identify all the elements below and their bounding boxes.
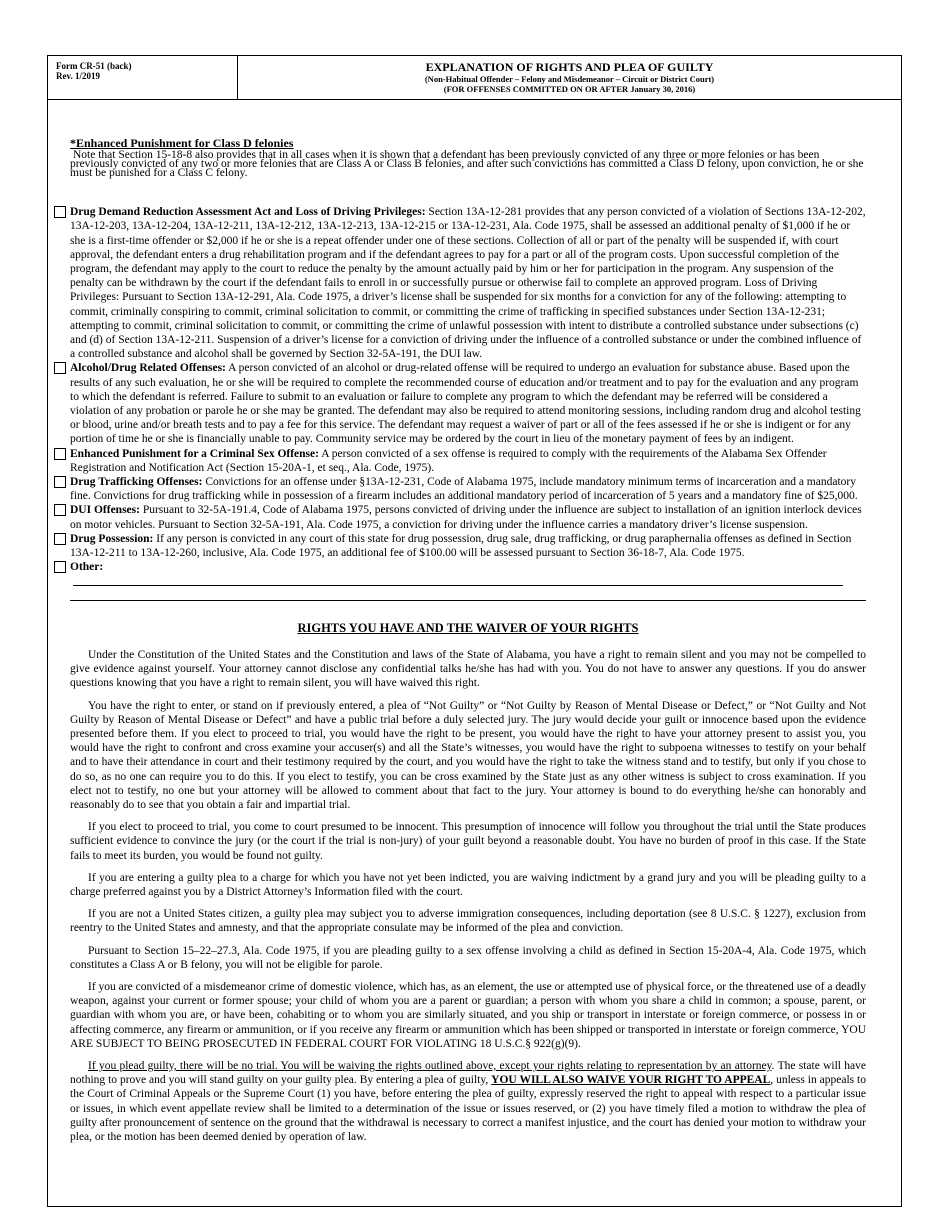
checkbox-item-drug-possession [70,532,866,560]
form-applicability: (FOR OFFENSES COMMITTED ON OR AFTER January 30, 2016) [443,84,696,94]
checkbox[interactable] [54,362,66,374]
checkbox[interactable] [54,504,66,516]
checkbox-title: Enhanced Punishment for a Criminal Sex Offense: [70,447,319,460]
rights-paragraph: Pursuant to Section 15–22–27.3, Ala. Code 1975, if you are pleading guilty to a sex offense involving a child as defined in Section 15-20A-4, Ala. Code 1975, which constitutes a Class A or B felony, you will not be eligible for parole. [70,944,866,971]
checkbox[interactable] [54,206,66,218]
rights-paragraph: If you are not a United States citizen, a guilty plea may subject you to adverse immigration consequences, including deportation (see 8 U.S.C. § 1227), exclusion from reentry to the United States and amnesty, and that the appropriate consulate may be informed of the plea and conviction. [70,908,866,935]
checkbox-text: Pursuant to 32-5A-191.4, Code of Alabama 1975, persons convicted of driving under the influence are subject to installation of an ignition interlock devices on motor vehicles. Pursuant to Section 32-5A-191, Ala. Code 1975, a conviction for driving under the influence carries a mandatory driver’s license suspension. [70,504,862,531]
other-input-line[interactable] [73,574,843,586]
guilty-plea-end: , unless in appeals to the Court of Criminal Appeals or the Supreme Court (1) you have, before entering the plea of guilty, expressly reserved the right to appeal with respect to a particular issue or issues, in which event appellate review shall be limited to a determination of the issue or issues reserved, or (2) you have timely filed a motion to withdraw the plea of guilty after pronouncement of sentence on the ground that the withdrawal is necessary to correct a manifest injustice, and the court has denied your motion to withdraw your plea, or the motion has been deemed denied by operation of law. [70,1074,867,1143]
rights-paragraph: If you elect to proceed to trial, you come to court presumed to be innocent. This presumption of innocence will follow you throughout the trial until the State produces sufficient evidence to convince the jury (or the court if the trial is non-jury) of your guilt beyond a reasonable doubt. You have no burden of proof in this case. If the State fails to meet its burden, you would be found not guilty. [70,821,866,862]
guilty-plea-underlined: If you plead guilty, there will be no trial. You will be waiving the rights outlined above, except your rights relating to representation by an attorney [88,1059,772,1072]
rights-section-title: RIGHTS YOU HAVE AND THE WAIVER OF YOUR RIGHTS [297,620,639,635]
rights-paragraph: You have the right to enter, or stand on if previously entered, a plea of “Not Guilty” or “Not Guilty by Reason of Mental Disease or Defect,” or “Not Guilty and Not Guilty by Reason of Mental Disease or Defect” and have a public trial before a duly selected jury. The jury would decide your guilt or innocence based upon the evidence presented before them. If you elect to proceed to trial, you would have the right to be present, you would have the right to have your attorney present to assist you, you would have the right to confront and cross examine your accuser(s) and all the State’s witnesses, you would have the right to subpoena witnesses to testify on your behalf and to have their attendance in court and their testimony required by the court, and you would have the right to take the witness stand and to testify, but only if you chose to do so, as no one can require you to do this. If you elect to testify, you can be cross examined by the State just as any other witness is subject to cross examination. If you elect not to testify, no one but your attorney will be allowed to comment about that fact to the jury. Your attorney is bound to do everything he/she can honorably and reasonably do to see that you obtain a fair and impartial trial. [70,699,866,811]
form-subtitle: (Non-Habitual Offender – Felony and Misdemeanor – Circuit or District Court) [424,74,715,84]
checkbox[interactable] [54,561,66,573]
checkbox-title: Alcohol/Drug Related Offenses: [70,362,226,375]
checkbox-text: Section 13A-12-281 provides that any person convicted of a violation of Sections 13A-12-202, 13A-12-203, 13A-12-204, 13A-12-211, 13A-12-212, 13A-12-213, 13A-12-215 or 13A-12-231, Ala. Code 1975, shall be assessed an additional penalty of $1,000 if he or she is a first-time offender or $2,000 if he or she is a repeat offender under one of these sections. Collection of all or part of the penalty will be suspended if, with court approval, the defendant enters a drug rehabilitation program and if the defendant agrees to pay for a part or all of the program costs. Upon successful completion of the program, the defendant may apply to the court to reduce the penalty by the amount actually paid by him or her for participation in the program. Any suspension of the penalty can be withdrawn by the court if the defendant fails to enroll in or successfully pursue or otherwise fail to complete an approved program. Loss of Driving Privileges: Pursuant to Section 13A-12-291, Ala. Code 1975, a driver’s license shall be suspended for six months for a conviction for any of the following: attempting to commit, criminally conspiring to commit, criminal solicitation to commit, or committing the crime of trafficking in specified substances under Section 13A-12-231; attempting to commit, criminal solicitation to commit, or committing the crime of unlawful possession with intent to distribute a controlled substance under subsections (c) and (d) of Section 13A-12-211. Suspension of a driver’s license for a conviction of driving under the influence of a controlled substance or under the combined influence of a controlled substance and alcohol shall be governed by Section 32-5A-191, the DUI law. [70,206,866,361]
rights-paragraph: If you are entering a guilty plea to a charge for which you have not yet been indicted, you are waiving indictment by a grand jury and you will be pleading guilty to a charge preferred against you by a District Attorney’s Information filed with the court. [70,871,866,898]
checkbox-text: If any person is convicted in any court of this state for drug possession, drug sale, drug trafficking, or drug paraphernalia offenses as defined in Section 13A-12-211 to 13A-12-260, inclusive, Ala. Code 1975, an additional fee of $100.00 will be assessed pursuant to Section 36-18-7, Ala. Code 1975. [70,532,852,560]
checkbox-item-other [70,560,866,590]
form-body [70,136,866,1152]
checkbox-title: Drug Demand Reduction Assessment Act and Loss of Driving Privileges: [70,206,426,219]
guilty-plea-paragraph [70,1059,866,1144]
checkbox[interactable] [54,533,66,545]
checkbox-item-sex-offense [70,447,866,475]
form-header [48,56,901,100]
enhanced-punishment-title: *Enhanced Punishment for Class D felonies [70,136,294,150]
form-title-cell [238,56,901,99]
checkbox-text: A person convicted of a sex offense is required to comply with the requirements of the Alabama Sex Offender Registration and Notification Act (Section 15-20A-1, et seq., Ala. Code, 1975). [70,447,827,474]
rights-paragraph: If you are convicted of a misdemeanor crime of domestic violence, which has, as an element, the use or attempted use of physical force, or the threatened use of a deadly weapon, against your current or former spouse; your child of whom you are a parent or guardian; a person with whom you share a child in common; a spouse, parent, or guardian with whom you are, or have been, cohabiting or to whom you are similarly situated, and you ship or transport in interstate or foreign commerce, or possess in or affecting commerce, any firearm or ammunition, or if you receive any firearm or ammunition which has been shipped or transported in interstate or foreign commerce, YOU ARE SUBJECT TO BEING PROSECUTED IN FEDERAL COURT FOR VIOLATING 18 U.S.C.§ 922(g)(9). [70,980,866,1050]
checkbox-text: A person convicted of an alcohol or drug-related offense will be required to undergo an evaluation for substance abuse. Based upon the results of any such evaluation, he or she will be required to complete the recommended course of education and/or treatment and to pay for the evaluation and any program to which the defendant is referred. Failure to submit to an evaluation or failure to complete any program to which the defendant may be referred will be considered a violation of any probation or parole he or she may be granted. The defendant may also be required to attend monitoring sessions, including random drug and alcohol testing or blood, urine and/or breath tests and to pay a fee for this service. The defendant may request a waiver of part or all of the fees assessed if he or she is indigent or for any portion of time he or she is financially unable to pay. Community service may be ordered by the court in lieu of the monetary payment of fees by an indigent. [70,362,861,446]
guilty-plea-mid: . The state will have nothing to prove and you will stand guilty on your guilty plea. By entering a plea of guilty, [70,1059,866,1087]
checkbox-item-drug-trafficking [70,475,866,503]
form-id: Form CR-51 (back) [56,61,132,71]
checkbox-title: Drug Trafficking Offenses: [70,476,203,489]
checkbox-item-dui [70,503,866,531]
checkbox-title: DUI Offenses: [70,504,140,517]
enhanced-punishment-text: Note that Section 15-18-8 also provides that in all cases when it is shown that a defendant has been previously convicted of any three or more felonies or has been previously convicted of any two or more felonies that are Class A or Class B felonies, and after such convictions has committed a Class D felony, upon conviction, he or she must be punished for a Class C felony. [70,149,864,180]
checkbox[interactable] [54,448,66,460]
checkbox-item-alcohol-drug [70,361,866,446]
form-id-cell [48,56,238,99]
waive-appeal-notice: YOU WILL ALSO WAIVE YOUR RIGHT TO APPEAL [491,1074,771,1087]
checkbox-item-drug-demand [70,205,866,361]
checkbox-title: Other: [70,561,104,574]
checkbox[interactable] [54,476,66,488]
rights-paragraph: Under the Constitution of the United States and the Constitution and laws of the State of Alabama, you have a right to remain silent and you may not be compelled to give evidence against yourself. Your attorney cannot disclose any confidential talks he/she has had with you. You do not have to answer any questions. If you do answer questions knowing that you have a right to remain silent, you will have waived this right. [70,648,866,690]
checkbox-text: Convictions for an offense under §13A-12-231, Code of Alabama 1975, include mandatory minimum terms of incarceration and a mandatory fine. Convictions for drug trafficking while in possession of a firearm includes an additional mandatory period of incarceration of 5 years and a mandatory fine of $25,000. [70,476,858,503]
form-title: EXPLANATION OF RIGHTS AND PLEA OF GUILTY [425,60,714,74]
checkbox-title: Drug Possession: [70,532,154,545]
form-page [47,55,902,1207]
form-revision: Rev. 1/2019 [56,71,100,81]
other-continuation-line[interactable] [70,591,866,601]
offense-checklist [70,205,866,600]
